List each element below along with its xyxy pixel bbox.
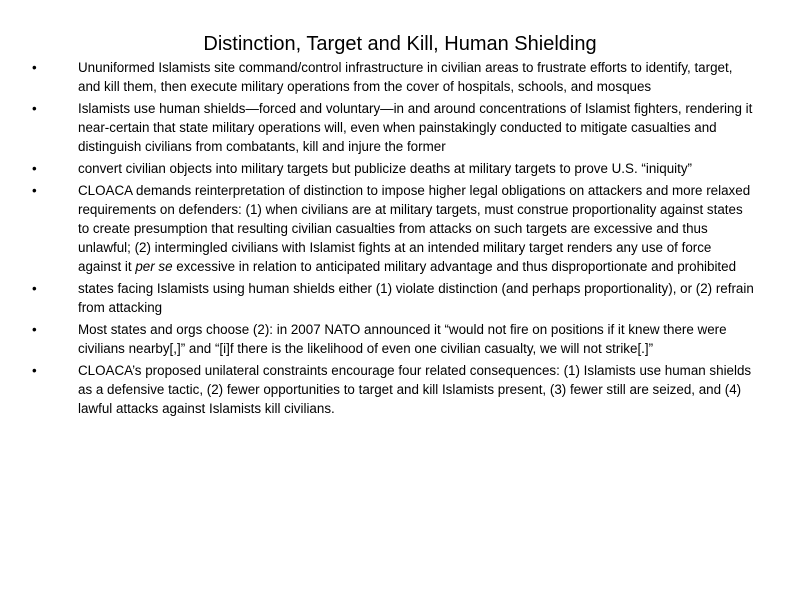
bullet-marker: • [32, 183, 37, 198]
bullet-text: convert civilian objects into military targets but publicize deaths at military targets to prove U.S. “iniquity” [78, 161, 692, 176]
bullet-text: Ununiformed Islamists site command/control infrastructure in civilian areas to frustrate efforts to identify, target, and kill them, then execute military operations from the cover of hospitals, schools, and mosques [78, 60, 733, 94]
list-item [0, 279, 800, 317]
bullet-text-part: CLOACA demands reinterpretation of distinction to impose higher legal obligations on attackers and more relaxed requirements on defenders: (1) when civilians are at military targets, must construe proportionality against states to create presumption that resulting civilian casualties from attacks on such targets are excessive and thus unlawful; (2) intermingled civilians with Islamist fights at an intended military target renders any use of force against it [78, 183, 751, 274]
bullet-text: states facing Islamists using human shields either (1) violate distinction (and perhaps proportionality), or (2) refrain from attacking [78, 281, 754, 315]
list-item [0, 181, 800, 276]
list-item [0, 159, 800, 178]
bullet-text-part: excessive in relation to anticipated military advantage and thus disproportionate and prohibited [172, 259, 737, 274]
list-item [0, 361, 800, 418]
bullet-text: Islamists use human shields—forced and voluntary—in and around concentrations of Islamist fighters, rendering it near-certain that state military operations will, even when painstakingly conducted to mitigate casualties and distinguish civilians from combatants, kill and injure the former [78, 101, 753, 154]
bullet-text: CLOACA’s proposed unilateral constraints encourage four related consequences: (1) Islamists use human shields as a defensive tactic, (2) fewer opportunities to target and kill Islamists present, (3) fewer still are seized, and (4) lawful attacks against Islamists kill civilians. [78, 363, 752, 416]
italic-term: per se [135, 259, 173, 274]
list-item [0, 320, 800, 358]
bullet-text: Most states and orgs choose (2): in 2007 NATO announced it “would not fire on positions if it knew there were civilians nearby[,]” and “[i]f there is the likelihood of even one civilian casualty, we will not strike[.]” [78, 322, 727, 356]
bullet-list [0, 58, 800, 421]
bullet-marker: • [32, 101, 37, 116]
bullet-marker: • [32, 363, 37, 378]
bullet-text [78, 183, 750, 274]
bullet-marker: • [32, 322, 37, 337]
slide-title: Distinction, Target and Kill, Human Shielding [203, 33, 597, 55]
list-item [0, 99, 800, 156]
bullet-marker: • [32, 60, 37, 75]
bullet-marker: • [32, 161, 37, 176]
list-item [0, 58, 800, 96]
bullet-marker: • [32, 281, 37, 296]
